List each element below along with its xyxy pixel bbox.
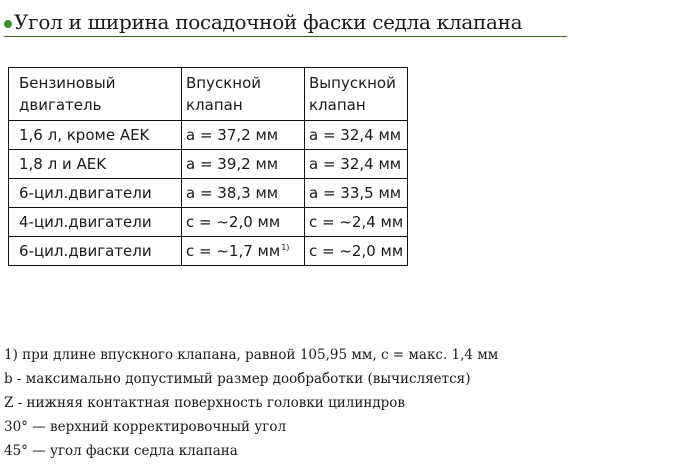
cell-exhaust: c = ~2,0 мм bbox=[305, 237, 408, 266]
cell-intake bbox=[182, 121, 305, 150]
valve-seat-table bbox=[8, 67, 408, 266]
note-45-deg: 45° — угол фаски седла клапана bbox=[4, 443, 238, 459]
cell-intake bbox=[182, 150, 305, 179]
valve-seat-table-container bbox=[8, 67, 408, 266]
cell-engine: 6-цил.двигатели bbox=[9, 179, 182, 208]
header-intake bbox=[182, 68, 305, 121]
table-row bbox=[9, 179, 408, 208]
cell-engine: 6-цил.двигатели bbox=[9, 237, 182, 266]
cell-exhaust: c = ~2,4 мм bbox=[305, 208, 408, 237]
heading-title: Угол и ширина посадочной фаски седла клапана bbox=[14, 10, 523, 34]
table-header-row bbox=[9, 68, 408, 121]
table-row bbox=[9, 150, 408, 179]
note-footnote-1: 1) при длине впускного клапана, равной 105,95 мм, c = макс. 1,4 мм bbox=[4, 347, 499, 363]
note-b: b - максимально допустимый размер дообработки (вычисляется) bbox=[4, 371, 471, 387]
cell-intake-value: a = 38,3 мм bbox=[186, 184, 279, 202]
note-30-deg: 30° — верхний корректировочный угол bbox=[4, 419, 287, 435]
header-engine-line2: двигатель bbox=[19, 96, 102, 114]
cell-intake bbox=[182, 208, 305, 237]
section-heading bbox=[4, 8, 567, 37]
cell-intake-value: c = ~1,7 мм bbox=[186, 242, 281, 260]
notes-block bbox=[4, 343, 498, 463]
cell-intake-value: c = ~2,0 мм bbox=[186, 213, 281, 231]
header-exhaust bbox=[305, 68, 408, 121]
cell-intake bbox=[182, 237, 305, 266]
cell-exhaust: a = 32,4 мм bbox=[305, 121, 408, 150]
cell-exhaust: a = 33,5 мм bbox=[305, 179, 408, 208]
table-row bbox=[9, 237, 408, 266]
header-exhaust-line1: Выпускной bbox=[309, 74, 396, 92]
cell-engine: 1,6 л, кроме AEK bbox=[9, 121, 182, 150]
note-z: Z - нижняя контактная поверхность головки цилиндров bbox=[4, 395, 406, 411]
header-engine-line1: Бензиновый bbox=[19, 74, 116, 92]
header-intake-line2: клапан bbox=[186, 96, 243, 114]
footnote-marker: 1) bbox=[281, 243, 290, 252]
bullet-icon bbox=[4, 20, 12, 28]
cell-engine: 4-цил.двигатели bbox=[9, 208, 182, 237]
header-exhaust-line2: клапан bbox=[309, 96, 366, 114]
cell-intake-value: a = 37,2 мм bbox=[186, 126, 279, 144]
cell-intake-value: a = 39,2 мм bbox=[186, 155, 279, 173]
header-intake-line1: Впускной bbox=[186, 74, 262, 92]
cell-engine: 1,8 л и AEK bbox=[9, 150, 182, 179]
cell-intake bbox=[182, 179, 305, 208]
table-row bbox=[9, 121, 408, 150]
cell-exhaust: a = 32,4 мм bbox=[305, 150, 408, 179]
table-row bbox=[9, 208, 408, 237]
header-engine bbox=[9, 68, 182, 121]
